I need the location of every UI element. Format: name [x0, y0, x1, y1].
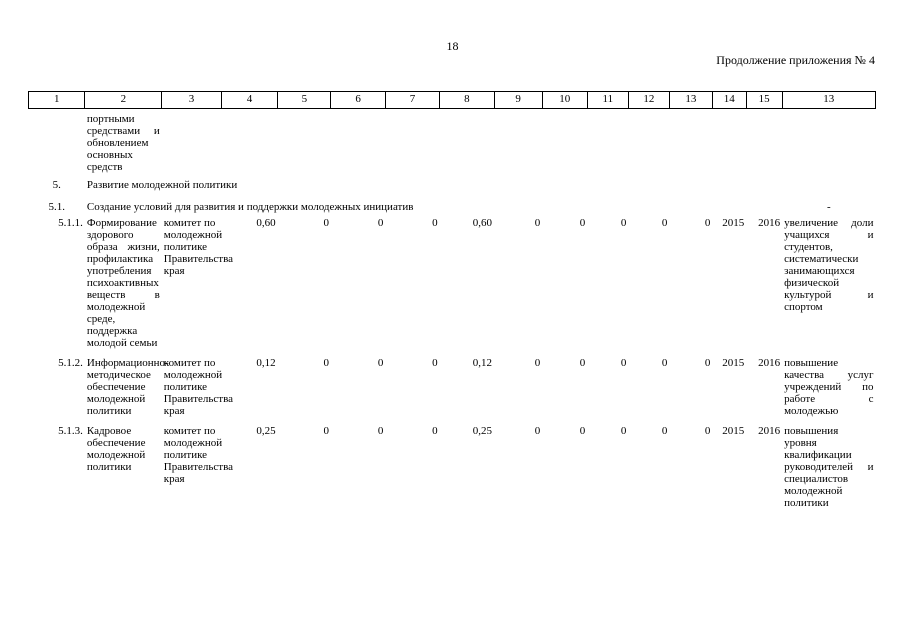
section-title: Развитие молодежной политики: [86, 179, 238, 191]
row-code: 5.1.3.: [58, 425, 83, 437]
expected-result: увеличение доли учащихся и студентов, систематически занимающихся физической культурой и спортом: [784, 217, 874, 313]
end-year: 2016: [758, 425, 781, 437]
subsection-row: [29, 195, 876, 217]
column-number: 3: [162, 92, 221, 109]
column-number: 2: [85, 92, 162, 109]
value-cell: 0: [579, 425, 586, 437]
value-cell: 0: [620, 357, 627, 369]
value-cell: 0: [432, 217, 438, 229]
value-cell: 0: [377, 217, 384, 229]
value-cell: 0: [620, 217, 627, 229]
executor: комитет по молодежной политике Правительства края: [163, 217, 234, 277]
subsection-result: -: [826, 201, 831, 213]
column-number: 7: [385, 92, 439, 109]
value-cell: 0: [620, 425, 627, 437]
value-cell: 0: [432, 357, 438, 369]
column-number: 14: [712, 92, 746, 109]
carry-over-text: портными средствами и обновлением основных средств: [86, 113, 160, 173]
value-cell: 0: [704, 217, 711, 229]
page-number: 18: [446, 39, 459, 53]
value-cell: 0: [377, 425, 384, 437]
column-number: 5: [278, 92, 331, 109]
value-cell: 0: [704, 425, 711, 437]
value-cell: 0: [661, 217, 668, 229]
table-row: [29, 217, 876, 349]
value-cell: 0: [377, 357, 384, 369]
section-code: 5.: [52, 179, 61, 191]
program-activities-table: [28, 91, 876, 509]
column-number: 12: [628, 92, 669, 109]
value-cell: 0: [661, 357, 668, 369]
column-number: 11: [587, 92, 628, 109]
column-number-header-row: [29, 92, 876, 109]
expected-result: повышения уровня квалификации руководителей и специалистов молодежной политики: [784, 425, 874, 509]
activity-name: Кадровое обеспечение молодежной политики: [86, 425, 146, 473]
value-cell: 0,60: [472, 217, 492, 229]
start-year: 2015: [722, 217, 745, 229]
value-cell: 0,25: [472, 425, 492, 437]
subsection-code: 5.1.: [48, 201, 65, 213]
column-number: 8: [440, 92, 494, 109]
column-number: 4: [221, 92, 277, 109]
end-year: 2016: [758, 217, 781, 229]
value-cell: 0: [534, 357, 541, 369]
column-number: 10: [542, 92, 587, 109]
start-year: 2015: [722, 425, 745, 437]
value-cell: 0,12: [256, 357, 276, 369]
value-cell: 0: [534, 425, 541, 437]
column-number: 1: [29, 92, 85, 109]
column-number: 13: [782, 92, 875, 109]
value-cell: 0: [323, 425, 329, 437]
value-cell: 0,25: [256, 425, 276, 437]
value-cell: 0: [534, 217, 541, 229]
value-cell: 0: [579, 357, 586, 369]
table-row: [29, 417, 876, 509]
subsection-title: Создание условий для развития и поддержки молодежных инициатив: [86, 201, 414, 213]
value-cell: 0: [323, 217, 329, 229]
carry-over-row: [29, 109, 876, 174]
start-year: 2015: [722, 357, 745, 369]
column-number: 6: [331, 92, 385, 109]
table-row: [29, 349, 876, 417]
executor: комитет по молодежной политике Правительства края: [163, 357, 234, 417]
value-cell: 0,60: [256, 217, 276, 229]
row-code: 5.1.2.: [58, 357, 83, 369]
value-cell: 0: [432, 425, 438, 437]
activity-name: Информационно-методическое обеспечение молодежной политики: [86, 357, 169, 417]
activity-name: Формирование здорового образа жизни, профилактика употребления психоактивных веществ в молодежной среде, поддержка молодой семьи: [86, 217, 160, 349]
executor: комитет по молодежной политике Правительства края: [163, 425, 234, 485]
expected-result: повышение качества услуг учреждений по работе с молодежью: [784, 357, 874, 417]
row-code: 5.1.1.: [58, 217, 83, 229]
column-number: 13: [669, 92, 712, 109]
appendix-continuation-label: Продолжение приложения № 4: [716, 53, 875, 67]
value-cell: 0,12: [472, 357, 492, 369]
end-year: 2016: [758, 357, 781, 369]
value-cell: 0: [579, 217, 586, 229]
section-row: [29, 173, 876, 195]
value-cell: 0: [704, 357, 711, 369]
value-cell: 0: [661, 425, 668, 437]
column-number: 15: [746, 92, 782, 109]
column-number: 9: [494, 92, 542, 109]
value-cell: 0: [323, 357, 329, 369]
